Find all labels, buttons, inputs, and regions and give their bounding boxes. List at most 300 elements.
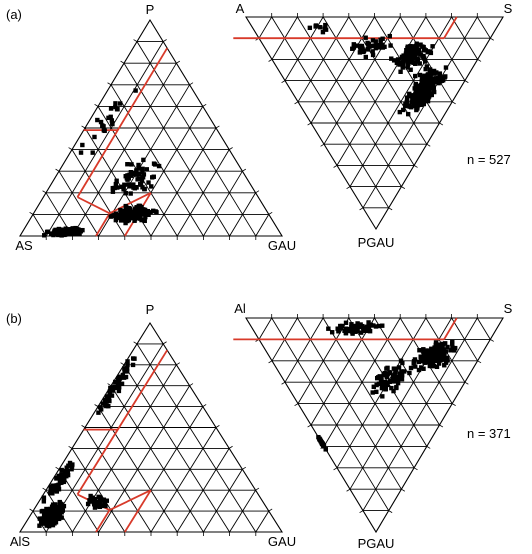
data-point [425,354,429,358]
data-point [438,358,442,362]
data-point [440,76,444,80]
data-point [126,182,130,186]
data-point [136,209,140,213]
data-point [428,364,432,368]
tick-mark [43,488,46,490]
tick-mark [203,404,206,406]
data-point [51,523,55,527]
data-point [432,351,436,355]
data-point [109,115,113,119]
data-point [410,100,414,104]
grid-line [137,42,256,236]
data-point [436,81,440,85]
data-point [375,43,379,47]
data-point [316,435,320,439]
tick-mark [176,61,179,63]
data-point [431,86,435,90]
grid-line [363,318,477,511]
data-point [401,65,405,69]
data-point [116,382,120,386]
data-point [153,209,157,213]
data-point [45,230,49,234]
data-point [430,44,434,48]
data-point [47,524,51,528]
data-point [65,466,69,470]
data-point [429,51,433,55]
data-point [395,61,399,65]
data-point [384,366,388,370]
grid-line [203,171,242,236]
grid-line [311,318,375,425]
data-point [54,483,58,487]
tick-mark [465,382,468,384]
data-point [115,185,119,189]
tick-mark [334,165,337,167]
data-point [379,379,383,383]
data-point [157,164,161,168]
data-point [105,394,109,398]
data-point [417,99,421,103]
data-point [60,477,64,481]
data-point [398,70,402,74]
grid-line [33,214,46,236]
tick-mark [490,339,493,341]
data-point [440,345,444,349]
data-point [100,123,104,127]
data-point [127,217,131,221]
data-point [423,67,427,71]
data-point [444,357,448,361]
grid-line [323,318,414,468]
tick-mark [69,446,72,448]
data-point [415,56,419,60]
data-point [380,394,384,398]
grid-line [99,386,190,532]
tick-mark [56,467,59,469]
tick-mark [121,363,124,365]
data-point [365,41,369,45]
sample-count: n = 527 [467,152,511,167]
tick-mark [414,165,417,167]
data-point [418,61,422,65]
data-point [417,348,421,352]
data-point [406,59,410,63]
data-point [91,495,95,499]
apex-label-top: P [145,302,155,317]
tick-mark [229,446,232,448]
sample-count: n = 371 [467,426,511,441]
data-point [324,447,328,451]
data-point [330,330,334,334]
data-point [369,323,373,327]
data-point [426,72,430,76]
data-point [308,26,312,30]
data-point [453,346,457,350]
data-point [137,204,141,208]
data-point [407,371,411,375]
data-point [407,104,411,108]
data-point [132,356,136,360]
data-point [344,321,348,325]
tick-mark [321,144,324,146]
tick-mark [163,40,166,42]
tick-mark [295,404,298,406]
tick-mark [203,104,206,106]
data-point [102,498,106,502]
data-point [69,467,73,471]
tick-mark [282,81,285,83]
data-point [413,94,417,98]
data-point [49,231,53,235]
data-point [383,373,387,377]
data-point [394,379,398,383]
tick-mark [360,208,363,210]
tick-mark [308,425,311,427]
data-point [143,187,147,191]
data-point [354,328,358,332]
tick-mark [82,425,85,427]
grid-line [337,318,426,468]
apex-label-right: GAU [267,534,297,549]
tick-mark [256,488,259,490]
data-point [49,491,53,495]
panel-label: (b) [6,311,22,326]
field-boundary [77,197,109,213]
tick-mark [69,148,72,150]
data-point [320,441,324,445]
tick-mark [347,187,350,189]
data-point [120,216,124,220]
panel-b [6,301,513,551]
apex-label-left: A [235,1,245,16]
data-point [419,103,423,107]
data-point [107,398,111,402]
grid-line [151,128,216,236]
data-point [53,512,57,516]
data-point [128,191,132,195]
data-point [70,462,74,466]
data-point [323,23,327,27]
data-point [59,233,63,237]
tick-mark [108,384,111,386]
data-point [393,370,397,374]
data-point [420,76,424,80]
data-point [413,74,417,78]
data-point [152,161,156,165]
grid-line [59,171,99,236]
apex-label-right: GAU [267,238,297,253]
tick-mark [216,425,219,427]
data-point [434,76,438,80]
tick-mark [269,509,272,511]
data-point [109,214,113,218]
data-point [405,95,409,99]
data-point [441,342,445,346]
apex-label-bottom: PGAU [357,536,395,551]
tick-mark [30,509,33,511]
data-point [388,43,392,47]
data-point [136,213,140,217]
data-point [106,404,110,408]
data-point [121,187,125,191]
grid-line [111,386,203,532]
data-point [124,174,128,178]
field-boundary [444,17,457,38]
data-point [378,38,382,42]
data-point [336,329,340,333]
data-point [53,228,57,232]
tick-mark [134,342,137,344]
data-point [91,150,95,154]
data-point [125,359,129,363]
grid-line [46,42,163,236]
data-point [318,25,322,29]
data-point [133,88,137,92]
data-point [114,211,118,215]
tick-mark [427,144,430,146]
tick-mark [360,511,363,513]
tick-mark [490,38,493,40]
apex-label-left: AS [15,238,33,253]
data-point [406,112,410,116]
data-point [391,389,395,393]
tick-mark [95,104,98,106]
tick-mark [190,83,193,85]
tick-mark [30,212,33,214]
data-point [364,55,368,59]
data-point [54,516,58,520]
data-point [421,367,425,371]
data-point [74,228,78,232]
grid-line [256,214,269,236]
tick-mark [478,361,481,363]
data-point [445,345,449,349]
data-point [418,42,422,46]
grid-line [477,318,490,339]
tick-mark [452,102,455,104]
data-point [424,84,428,88]
data-point [109,106,113,110]
tick-mark [256,191,259,193]
field-boundary [96,213,110,236]
tick-mark [56,169,59,171]
tick-mark [465,81,468,83]
data-point [125,162,129,166]
data-point [383,381,387,385]
tick-mark [452,404,455,406]
tick-mark [242,169,245,171]
data-point [361,48,365,52]
data-point [129,162,133,166]
data-point [366,47,370,51]
data-point [133,186,137,190]
tick-mark [282,382,285,384]
tick-mark [82,126,85,128]
data-point [66,229,70,233]
data-point [146,213,150,217]
data-point [64,474,68,478]
data-point [314,23,318,27]
data-point [118,101,122,105]
tick-mark [440,425,443,427]
data-point [77,232,81,236]
data-point [398,371,402,375]
grid-line [323,17,414,165]
grid-line [256,511,269,532]
data-point [432,364,436,368]
tick-mark [163,342,166,344]
tick-mark [134,40,137,42]
data-point [142,172,146,176]
data-point [417,368,421,372]
data-point [60,468,64,472]
data-point [92,135,96,139]
data-point [363,36,367,40]
ternary-diagram-left [15,2,296,253]
data-point [125,207,129,211]
data-point [95,118,99,122]
data-point [138,182,142,186]
data-point [412,45,416,49]
data-point [388,379,392,383]
data-point [370,390,374,394]
data-point [437,348,441,352]
tick-mark [389,208,392,210]
data-point [152,175,156,179]
data-point [145,167,149,171]
data-point [42,516,46,520]
field-boundary [444,318,457,339]
data-point [420,54,424,58]
data-point [357,324,361,328]
data-point [146,180,150,184]
data-point [400,377,404,381]
tick-mark [308,123,311,125]
grid-line [259,17,272,38]
grid-line [151,428,216,533]
grid-line [137,344,256,532]
data-point [426,99,430,103]
grid-line [477,17,490,38]
tick-mark [478,59,481,61]
data-point [371,38,375,42]
data-point [378,374,382,378]
data-point [414,82,418,86]
data-point [374,324,378,328]
tick-mark [401,187,404,189]
data-point [57,227,61,231]
data-point [432,90,436,94]
grid-line [85,428,151,533]
tick-mark [229,148,232,150]
data-point [124,191,128,195]
data-point [131,363,135,367]
apex-label-right: S [503,1,513,16]
data-point [428,91,432,95]
tick-mark [427,446,430,448]
data-point [114,179,118,183]
data-point [418,84,422,88]
tick-mark [334,468,337,470]
data-point [384,387,388,391]
tick-mark [108,83,111,85]
panel-a [6,1,513,253]
data-point [400,361,404,365]
data-point [99,407,103,411]
tick-mark [269,212,272,214]
data-point [444,65,448,69]
data-point [46,512,50,516]
data-point [58,512,62,516]
tick-mark [414,468,417,470]
field-boundary [96,510,110,532]
apex-label-left: AlS [9,534,31,549]
ternary-diagram-right [233,1,512,250]
tick-mark [216,126,219,128]
data-point [110,122,114,126]
data-point [413,86,417,90]
data-point [113,386,117,390]
data-point [433,355,437,359]
apex-label-bottom: PGAU [357,235,395,250]
tick-mark [176,363,179,365]
tick-mark [190,384,193,386]
data-point [88,499,92,503]
grid-line [203,469,242,532]
tick-mark [401,489,404,491]
data-point [118,376,122,380]
data-point [134,168,138,172]
data-point [141,158,145,162]
tick-mark [440,123,443,125]
data-point [80,143,84,147]
data-point [54,508,58,512]
data-point [409,366,413,370]
tick-mark [269,361,272,363]
field-boundary [77,350,167,494]
apex-label-top: P [145,2,155,17]
data-point [405,52,409,56]
tick-mark [269,59,272,61]
data-point [398,110,402,114]
data-point [96,502,100,506]
tick-mark [121,61,124,63]
data-point [101,401,105,405]
data-point [340,324,344,328]
data-point [111,186,115,190]
data-point [102,128,106,132]
apex-label-right: S [503,301,513,316]
grid-line [311,17,375,123]
grid-line [259,318,272,339]
data-point [79,150,83,154]
data-point [355,43,359,47]
data-point [350,47,354,51]
data-point [403,102,407,106]
data-point [411,53,415,57]
data-point [362,328,366,332]
data-point [421,357,425,361]
data-point [42,495,46,499]
data-point [440,351,444,355]
data-point [124,375,128,379]
data-point [345,327,349,331]
tick-mark [295,102,298,104]
grid-line [272,318,389,511]
data-point [149,184,153,188]
tick-mark [242,467,245,469]
apex-label-left: Al [234,301,246,316]
